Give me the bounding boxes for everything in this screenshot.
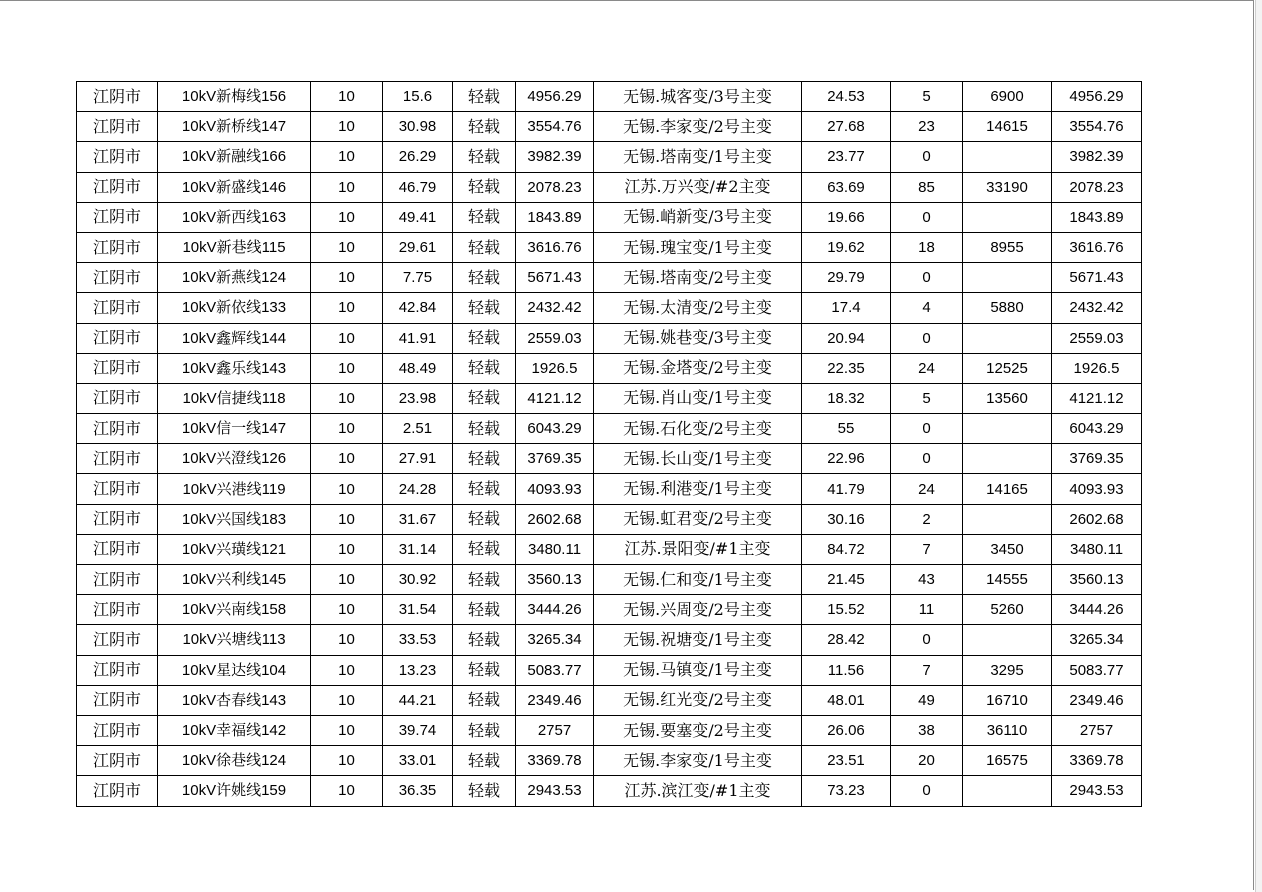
count-cell: 0 [891, 776, 963, 806]
rate-cell: 22.96 [802, 444, 891, 474]
amount-cell [963, 263, 1052, 293]
city-cell: 江阴市 [77, 474, 158, 504]
transformer-cell: 江苏.景阳变/#1主变 [594, 534, 802, 564]
voltage-cell: 10 [311, 383, 383, 413]
load-status-cell: 轻载 [453, 172, 516, 202]
transformer-cell: 无锡.姚巷变/3号主变 [594, 323, 802, 353]
table-row [77, 565, 1142, 595]
voltage-cell: 10 [311, 746, 383, 776]
transformer-cell: 江苏.万兴变/#2主变 [594, 172, 802, 202]
table-row [77, 414, 1142, 444]
table-row [77, 202, 1142, 232]
voltage-cell: 10 [311, 172, 383, 202]
count-cell: 0 [891, 263, 963, 293]
rate-cell: 18.32 [802, 383, 891, 413]
city-cell: 江阴市 [77, 414, 158, 444]
count-cell: 7 [891, 534, 963, 564]
value-cell: 23.98 [383, 383, 453, 413]
value-cell: 49.41 [383, 202, 453, 232]
capacity-cell: 3480.11 [516, 534, 594, 564]
capacity-cell: 3616.76 [516, 232, 594, 262]
capacity-cell: 4093.93 [516, 474, 594, 504]
transformer-cell: 无锡.长山变/1号主变 [594, 444, 802, 474]
capacity-cell: 3369.78 [516, 746, 594, 776]
voltage-cell: 10 [311, 202, 383, 232]
capacity-repeat-cell: 3560.13 [1052, 565, 1142, 595]
table-row [77, 82, 1142, 112]
transformer-cell: 无锡.祝塘变/1号主变 [594, 625, 802, 655]
table-row [77, 383, 1142, 413]
city-cell: 江阴市 [77, 685, 158, 715]
transformer-cell: 无锡.马镇变/1号主变 [594, 655, 802, 685]
line-name-cell: 10kV兴璜线121 [158, 534, 311, 564]
rate-cell: 73.23 [802, 776, 891, 806]
transformer-cell: 无锡.石化变/2号主变 [594, 414, 802, 444]
rate-cell: 19.62 [802, 232, 891, 262]
amount-cell [963, 414, 1052, 444]
capacity-repeat-cell: 1926.5 [1052, 353, 1142, 383]
load-status-cell: 轻载 [453, 293, 516, 323]
capacity-repeat-cell: 4093.93 [1052, 474, 1142, 504]
line-name-cell: 10kV新融线166 [158, 142, 311, 172]
table-row [77, 112, 1142, 142]
capacity-cell: 5671.43 [516, 263, 594, 293]
rate-cell: 26.06 [802, 715, 891, 745]
line-name-cell: 10kV新盛线146 [158, 172, 311, 202]
amount-cell: 14555 [963, 565, 1052, 595]
amount-cell [963, 504, 1052, 534]
voltage-cell: 10 [311, 263, 383, 293]
rate-cell: 22.35 [802, 353, 891, 383]
amount-cell: 3295 [963, 655, 1052, 685]
capacity-repeat-cell: 2559.03 [1052, 323, 1142, 353]
transformer-cell: 无锡.兴周变/2号主变 [594, 595, 802, 625]
capacity-repeat-cell: 5671.43 [1052, 263, 1142, 293]
line-name-cell: 10kV新西线163 [158, 202, 311, 232]
transformer-cell: 无锡.瑰宝变/1号主变 [594, 232, 802, 262]
amount-cell [963, 323, 1052, 353]
city-cell: 江阴市 [77, 715, 158, 745]
table-row [77, 534, 1142, 564]
city-cell: 江阴市 [77, 112, 158, 142]
amount-cell: 8955 [963, 232, 1052, 262]
value-cell: 46.79 [383, 172, 453, 202]
amount-cell: 14615 [963, 112, 1052, 142]
count-cell: 0 [891, 444, 963, 474]
voltage-cell: 10 [311, 776, 383, 806]
rate-cell: 24.53 [802, 82, 891, 112]
count-cell: 38 [891, 715, 963, 745]
voltage-cell: 10 [311, 323, 383, 353]
amount-cell: 16710 [963, 685, 1052, 715]
rate-cell: 55 [802, 414, 891, 444]
capacity-repeat-cell: 2078.23 [1052, 172, 1142, 202]
table-row [77, 323, 1142, 353]
transformer-cell: 无锡.虹君变/2号主变 [594, 504, 802, 534]
transformer-cell: 无锡.塔南变/1号主变 [594, 142, 802, 172]
count-cell: 49 [891, 685, 963, 715]
rate-cell: 84.72 [802, 534, 891, 564]
capacity-repeat-cell: 6043.29 [1052, 414, 1142, 444]
voltage-cell: 10 [311, 112, 383, 142]
load-status-cell: 轻载 [453, 202, 516, 232]
value-cell: 7.75 [383, 263, 453, 293]
transformer-cell: 无锡.太清变/2号主变 [594, 293, 802, 323]
value-cell: 27.91 [383, 444, 453, 474]
load-status-cell: 轻载 [453, 323, 516, 353]
capacity-cell: 3554.76 [516, 112, 594, 142]
capacity-cell: 3444.26 [516, 595, 594, 625]
amount-cell [963, 625, 1052, 655]
capacity-repeat-cell: 3616.76 [1052, 232, 1142, 262]
line-name-cell: 10kV兴南线158 [158, 595, 311, 625]
voltage-cell: 10 [311, 595, 383, 625]
line-name-cell: 10kV新梅线156 [158, 82, 311, 112]
count-cell: 20 [891, 746, 963, 776]
capacity-cell: 2349.46 [516, 685, 594, 715]
rate-cell: 41.79 [802, 474, 891, 504]
capacity-repeat-cell: 4121.12 [1052, 383, 1142, 413]
transformer-cell: 无锡.李家变/1号主变 [594, 746, 802, 776]
load-status-cell: 轻载 [453, 625, 516, 655]
capacity-cell: 3265.34 [516, 625, 594, 655]
amount-cell [963, 444, 1052, 474]
voltage-cell: 10 [311, 474, 383, 504]
line-name-cell: 10kV徐巷线124 [158, 746, 311, 776]
load-status-cell: 轻载 [453, 776, 516, 806]
table-row [77, 444, 1142, 474]
load-status-cell: 轻载 [453, 504, 516, 534]
value-cell: 31.14 [383, 534, 453, 564]
line-name-cell: 10kV兴澄线126 [158, 444, 311, 474]
right-edge-strip [1255, 0, 1262, 892]
rate-cell: 23.77 [802, 142, 891, 172]
table-row [77, 715, 1142, 745]
table-row [77, 685, 1142, 715]
city-cell: 江阴市 [77, 383, 158, 413]
voltage-cell: 10 [311, 685, 383, 715]
voltage-cell: 10 [311, 232, 383, 262]
city-cell: 江阴市 [77, 655, 158, 685]
rate-cell: 17.4 [802, 293, 891, 323]
voltage-cell: 10 [311, 534, 383, 564]
count-cell: 0 [891, 414, 963, 444]
value-cell: 39.74 [383, 715, 453, 745]
capacity-repeat-cell: 3554.76 [1052, 112, 1142, 142]
city-cell: 江阴市 [77, 444, 158, 474]
table-row [77, 353, 1142, 383]
line-name-cell: 10kV新桥线147 [158, 112, 311, 142]
load-status-cell: 轻载 [453, 112, 516, 142]
count-cell: 43 [891, 565, 963, 595]
amount-cell: 33190 [963, 172, 1052, 202]
value-cell: 30.92 [383, 565, 453, 595]
line-name-cell: 10kV新依线133 [158, 293, 311, 323]
capacity-repeat-cell: 3480.11 [1052, 534, 1142, 564]
city-cell: 江阴市 [77, 534, 158, 564]
load-status-cell: 轻载 [453, 232, 516, 262]
table-row [77, 625, 1142, 655]
capacity-cell: 2757 [516, 715, 594, 745]
voltage-cell: 10 [311, 444, 383, 474]
capacity-cell: 2078.23 [516, 172, 594, 202]
city-cell: 江阴市 [77, 82, 158, 112]
transformer-cell: 无锡.要塞变/2号主变 [594, 715, 802, 745]
load-status-cell: 轻载 [453, 383, 516, 413]
capacity-repeat-cell: 2432.42 [1052, 293, 1142, 323]
amount-cell: 13560 [963, 383, 1052, 413]
value-cell: 33.01 [383, 746, 453, 776]
count-cell: 0 [891, 323, 963, 353]
table-row [77, 504, 1142, 534]
capacity-cell: 1926.5 [516, 353, 594, 383]
capacity-repeat-cell: 2943.53 [1052, 776, 1142, 806]
count-cell: 24 [891, 474, 963, 504]
capacity-repeat-cell: 2602.68 [1052, 504, 1142, 534]
capacity-cell: 2943.53 [516, 776, 594, 806]
capacity-cell: 1843.89 [516, 202, 594, 232]
voltage-cell: 10 [311, 565, 383, 595]
value-cell: 33.53 [383, 625, 453, 655]
count-cell: 0 [891, 142, 963, 172]
capacity-cell: 4121.12 [516, 383, 594, 413]
count-cell: 23 [891, 112, 963, 142]
count-cell: 2 [891, 504, 963, 534]
table-row [77, 232, 1142, 262]
city-cell: 江阴市 [77, 323, 158, 353]
load-status-cell: 轻载 [453, 715, 516, 745]
capacity-cell: 3769.35 [516, 444, 594, 474]
city-cell: 江阴市 [77, 142, 158, 172]
amount-cell [963, 202, 1052, 232]
amount-cell: 16575 [963, 746, 1052, 776]
capacity-cell: 2559.03 [516, 323, 594, 353]
line-name-cell: 10kV兴利线145 [158, 565, 311, 595]
capacity-repeat-cell: 2757 [1052, 715, 1142, 745]
amount-cell: 6900 [963, 82, 1052, 112]
load-status-cell: 轻载 [453, 474, 516, 504]
table-row [77, 293, 1142, 323]
load-status-cell: 轻载 [453, 263, 516, 293]
table-row [77, 746, 1142, 776]
load-status-cell: 轻载 [453, 595, 516, 625]
line-name-cell: 10kV杏春线143 [158, 685, 311, 715]
value-cell: 29.61 [383, 232, 453, 262]
count-cell: 4 [891, 293, 963, 323]
table-row [77, 142, 1142, 172]
table-row [77, 655, 1142, 685]
count-cell: 85 [891, 172, 963, 202]
voltage-cell: 10 [311, 82, 383, 112]
value-cell: 26.29 [383, 142, 453, 172]
amount-cell: 14165 [963, 474, 1052, 504]
city-cell: 江阴市 [77, 776, 158, 806]
count-cell: 24 [891, 353, 963, 383]
amount-cell [963, 776, 1052, 806]
amount-cell: 3450 [963, 534, 1052, 564]
rate-cell: 27.68 [802, 112, 891, 142]
line-name-cell: 10kV新燕线124 [158, 263, 311, 293]
city-cell: 江阴市 [77, 625, 158, 655]
line-name-cell: 10kV兴港线119 [158, 474, 311, 504]
capacity-repeat-cell: 2349.46 [1052, 685, 1142, 715]
value-cell: 41.91 [383, 323, 453, 353]
rate-cell: 20.94 [802, 323, 891, 353]
capacity-cell: 4956.29 [516, 82, 594, 112]
city-cell: 江阴市 [77, 353, 158, 383]
count-cell: 0 [891, 625, 963, 655]
rate-cell: 48.01 [802, 685, 891, 715]
capacity-repeat-cell: 3769.35 [1052, 444, 1142, 474]
voltage-cell: 10 [311, 504, 383, 534]
value-cell: 30.98 [383, 112, 453, 142]
capacity-repeat-cell: 3444.26 [1052, 595, 1142, 625]
city-cell: 江阴市 [77, 565, 158, 595]
rate-cell: 28.42 [802, 625, 891, 655]
rate-cell: 63.69 [802, 172, 891, 202]
city-cell: 江阴市 [77, 293, 158, 323]
value-cell: 24.28 [383, 474, 453, 504]
count-cell: 11 [891, 595, 963, 625]
load-status-cell: 轻载 [453, 353, 516, 383]
capacity-cell: 5083.77 [516, 655, 594, 685]
count-cell: 0 [891, 202, 963, 232]
load-status-cell: 轻载 [453, 444, 516, 474]
feeder-load-table [76, 81, 1142, 807]
transformer-cell: 无锡.金塔变/2号主变 [594, 353, 802, 383]
transformer-cell: 无锡.李家变/2号主变 [594, 112, 802, 142]
table-row [77, 595, 1142, 625]
city-cell: 江阴市 [77, 595, 158, 625]
line-name-cell: 10kV信捷线118 [158, 383, 311, 413]
value-cell: 44.21 [383, 685, 453, 715]
count-cell: 5 [891, 82, 963, 112]
load-status-cell: 轻载 [453, 82, 516, 112]
amount-cell: 5260 [963, 595, 1052, 625]
city-cell: 江阴市 [77, 263, 158, 293]
value-cell: 2.51 [383, 414, 453, 444]
rate-cell: 19.66 [802, 202, 891, 232]
count-cell: 7 [891, 655, 963, 685]
value-cell: 36.35 [383, 776, 453, 806]
capacity-cell: 3982.39 [516, 142, 594, 172]
table-body [77, 82, 1142, 807]
table-row [77, 263, 1142, 293]
load-status-cell: 轻载 [453, 655, 516, 685]
load-status-cell: 轻载 [453, 685, 516, 715]
capacity-repeat-cell: 3369.78 [1052, 746, 1142, 776]
transformer-cell: 无锡.肖山变/1号主变 [594, 383, 802, 413]
line-name-cell: 10kV幸福线142 [158, 715, 311, 745]
capacity-cell: 6043.29 [516, 414, 594, 444]
table-row [77, 474, 1142, 504]
city-cell: 江阴市 [77, 232, 158, 262]
capacity-cell: 2602.68 [516, 504, 594, 534]
load-status-cell: 轻载 [453, 746, 516, 776]
value-cell: 31.54 [383, 595, 453, 625]
count-cell: 5 [891, 383, 963, 413]
rate-cell: 29.79 [802, 263, 891, 293]
amount-cell: 36110 [963, 715, 1052, 745]
amount-cell: 5880 [963, 293, 1052, 323]
voltage-cell: 10 [311, 353, 383, 383]
line-name-cell: 10kV信一线147 [158, 414, 311, 444]
value-cell: 15.6 [383, 82, 453, 112]
capacity-repeat-cell: 3265.34 [1052, 625, 1142, 655]
transformer-cell: 无锡.利港变/1号主变 [594, 474, 802, 504]
capacity-cell: 2432.42 [516, 293, 594, 323]
line-name-cell: 10kV星达线104 [158, 655, 311, 685]
transformer-cell: 江苏.滨江变/#1主变 [594, 776, 802, 806]
value-cell: 31.67 [383, 504, 453, 534]
capacity-repeat-cell: 3982.39 [1052, 142, 1142, 172]
line-name-cell: 10kV兴塘线113 [158, 625, 311, 655]
rate-cell: 11.56 [802, 655, 891, 685]
line-name-cell: 10kV鑫乐线143 [158, 353, 311, 383]
capacity-repeat-cell: 4956.29 [1052, 82, 1142, 112]
transformer-cell: 无锡.峭新变/3号主变 [594, 202, 802, 232]
table-row [77, 172, 1142, 202]
rate-cell: 30.16 [802, 504, 891, 534]
voltage-cell: 10 [311, 625, 383, 655]
line-name-cell: 10kV新巷线115 [158, 232, 311, 262]
amount-cell [963, 142, 1052, 172]
city-cell: 江阴市 [77, 504, 158, 534]
rate-cell: 15.52 [802, 595, 891, 625]
value-cell: 42.84 [383, 293, 453, 323]
city-cell: 江阴市 [77, 172, 158, 202]
transformer-cell: 无锡.塔南变/2号主变 [594, 263, 802, 293]
count-cell: 18 [891, 232, 963, 262]
load-status-cell: 轻载 [453, 142, 516, 172]
voltage-cell: 10 [311, 414, 383, 444]
load-status-cell: 轻载 [453, 565, 516, 595]
value-cell: 13.23 [383, 655, 453, 685]
voltage-cell: 10 [311, 142, 383, 172]
capacity-repeat-cell: 1843.89 [1052, 202, 1142, 232]
value-cell: 48.49 [383, 353, 453, 383]
line-name-cell: 10kV鑫辉线144 [158, 323, 311, 353]
transformer-cell: 无锡.仁和变/1号主变 [594, 565, 802, 595]
transformer-cell: 无锡.城客变/3号主变 [594, 82, 802, 112]
line-name-cell: 10kV兴国线183 [158, 504, 311, 534]
table-row [77, 776, 1142, 806]
city-cell: 江阴市 [77, 202, 158, 232]
amount-cell: 12525 [963, 353, 1052, 383]
rate-cell: 23.51 [802, 746, 891, 776]
capacity-repeat-cell: 5083.77 [1052, 655, 1142, 685]
rate-cell: 21.45 [802, 565, 891, 595]
transformer-cell: 无锡.红光变/2号主变 [594, 685, 802, 715]
voltage-cell: 10 [311, 293, 383, 323]
voltage-cell: 10 [311, 655, 383, 685]
city-cell: 江阴市 [77, 746, 158, 776]
load-status-cell: 轻载 [453, 534, 516, 564]
load-status-cell: 轻载 [453, 414, 516, 444]
voltage-cell: 10 [311, 715, 383, 745]
line-name-cell: 10kV许姚线159 [158, 776, 311, 806]
capacity-cell: 3560.13 [516, 565, 594, 595]
